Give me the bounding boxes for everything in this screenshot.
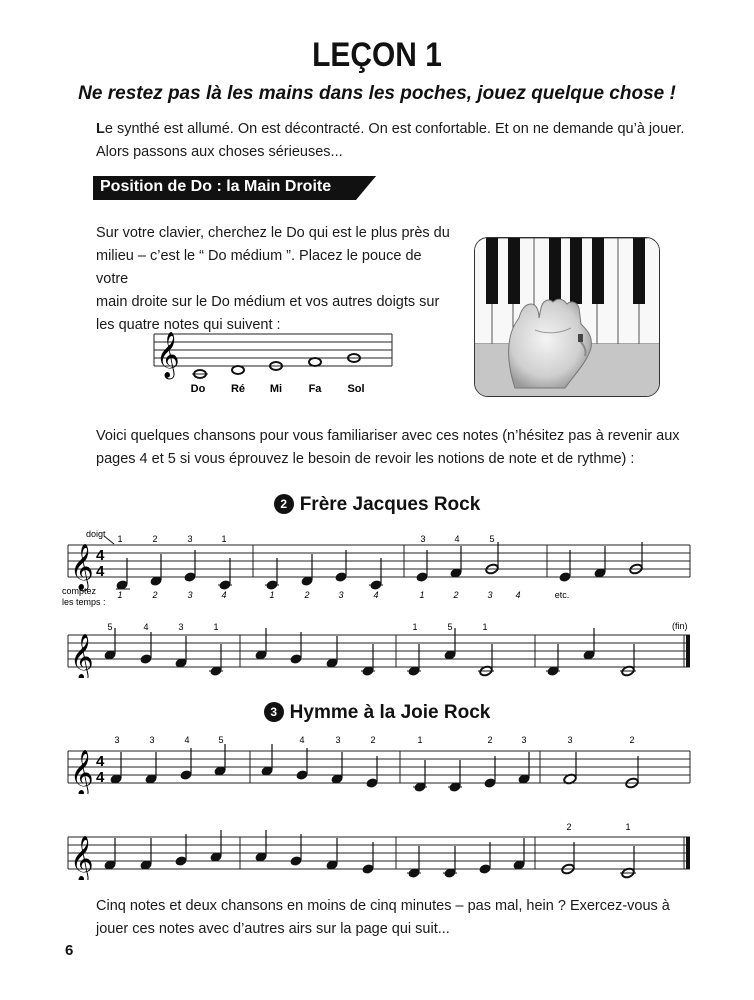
treble-clef-icon: 𝄞: [70, 635, 94, 678]
section-banner: [93, 176, 376, 200]
song2-staff-row-2: [60, 820, 700, 880]
finger-number: 5: [447, 622, 453, 632]
finger-number: 3: [335, 735, 341, 745]
time-sig-bottom: 4: [96, 769, 105, 786]
song-number-badge: 3: [264, 702, 284, 722]
final-barline: [686, 837, 690, 869]
finger-number: 1: [117, 534, 123, 544]
whole-note-re: [232, 366, 244, 374]
finger-number: 3: [567, 735, 573, 745]
note-name-do: Do: [190, 383, 206, 395]
finger-number: 5: [218, 735, 224, 745]
note-name-fa: Fa: [308, 383, 322, 395]
finger-number: 2: [629, 735, 635, 745]
count-number: 4: [373, 590, 379, 600]
song1-staff-row-2: [60, 618, 700, 678]
finger-number: 3: [187, 534, 193, 544]
songs-intro-paragraph: [96, 425, 696, 471]
intro-line-2: Alors passons aux choses sérieuses...: [96, 144, 343, 160]
intro-line-1: [96, 118, 696, 141]
finger-number: 1: [482, 622, 488, 632]
time-sig-top: 4: [96, 753, 105, 770]
count-number: 4: [221, 590, 227, 600]
finger-number: 5: [107, 622, 113, 632]
finger-number: 4: [143, 622, 149, 632]
count-number: 2: [453, 590, 459, 600]
finger-number: 2: [566, 822, 572, 832]
whole-note-fa: [309, 358, 321, 366]
finger-number: 4: [184, 735, 190, 745]
closing-paragraph: [96, 895, 696, 941]
count-number: 4: [515, 590, 521, 600]
song-title-hymme-a-la-joie: [0, 702, 754, 724]
intro-line-1-text: e synthé est allumé. On est décontracté. On est confortable. Et on ne demande qu’à jouer.: [104, 121, 685, 137]
finger-number: 2: [487, 735, 493, 745]
intro-paragraph: [96, 118, 696, 164]
song-title-text: Frère Jacques Rock: [299, 494, 481, 515]
fin-label: (fin): [672, 621, 688, 631]
songs-intro-line: pages 4 et 5 si vous éprouvez le besoin de revoir les notions de note et de rythme) :: [96, 451, 635, 467]
finger-number: 2: [152, 534, 158, 544]
closing-line: jouer ces notes avec d’autres airs sur la page qui suit...: [96, 921, 450, 937]
treble-clef-icon: 𝄞: [70, 837, 94, 880]
doigt-label: doigt: [86, 529, 106, 539]
count-number: 3: [187, 590, 193, 600]
finger-number: 3: [178, 622, 184, 632]
closing-line: Cinq notes et deux chansons en moins de cinq minutes – pas mal, hein ? Exercez-vous à: [96, 898, 670, 914]
position-paragraph: [96, 222, 456, 337]
doigt-arrow-icon: [104, 536, 114, 544]
songs-intro-line: Voici quelques chansons pour vous familiariser avec ces notes (n’hésitez pas à revenir aux: [96, 428, 680, 444]
finger-number: 1: [417, 735, 423, 745]
note-name-mi: Mi: [269, 383, 283, 395]
position-line: Sur votre clavier, cherchez le Do qui est le plus près du: [96, 225, 450, 241]
lesson-subtitle: Ne restez pas là les mains dans les poches, jouez quelque chose !: [78, 83, 676, 104]
finger-number: 4: [454, 534, 460, 544]
count-number: 3: [487, 590, 493, 600]
treble-clef-icon: 𝄞: [156, 333, 180, 377]
finger-number: 3: [420, 534, 426, 544]
hand-on-keyboard-photo: [474, 237, 660, 397]
finger-number: 4: [299, 735, 305, 745]
song1-staff-row-1: [60, 528, 700, 608]
finger-number: 1: [412, 622, 418, 632]
finger-number: 1: [625, 822, 631, 832]
whole-note-do: [192, 370, 208, 378]
finger-number: 2: [370, 735, 376, 745]
song-title-text: Hymme à la Joie Rock: [289, 702, 491, 723]
song-number-badge: 2: [274, 494, 294, 514]
finger-number: 3: [149, 735, 155, 745]
position-line: les quatre notes qui suivent :: [96, 317, 281, 333]
count-number: 2: [152, 590, 158, 600]
note-name-sol: Sol: [347, 383, 365, 395]
les-temps-label: les temps :: [62, 597, 106, 607]
treble-clef-icon: 𝄞: [70, 545, 94, 589]
position-line: main droite sur le Do médium et vos autres doigts sur: [96, 294, 440, 310]
song2-staff-row-1: [60, 734, 700, 794]
final-barline: [686, 635, 690, 667]
section-title: Position de Do : la Main Droite: [100, 178, 332, 195]
count-number: 3: [338, 590, 344, 600]
position-line: milieu – c’est le “ Do médium ”. Placez le pouce de votre: [96, 248, 422, 287]
count-number: 1: [419, 590, 425, 600]
note-name-re: Ré: [230, 383, 246, 395]
count-number: 2: [304, 590, 310, 600]
comptez-label: comptez: [62, 586, 97, 596]
page-number: 6: [65, 942, 74, 959]
finger-number: 1: [213, 622, 219, 632]
lesson-title: LEÇON 1: [312, 36, 442, 74]
time-sig-bottom: 4: [96, 563, 105, 580]
intro-lead-letter: L: [96, 121, 105, 137]
finger-number: 3: [114, 735, 120, 745]
etc-label: etc.: [554, 590, 570, 600]
count-number: 1: [269, 590, 275, 600]
c-position-staff: [150, 326, 395, 398]
treble-clef-icon: 𝄞: [70, 751, 94, 794]
finger-number: 1: [221, 534, 227, 544]
finger-number: 5: [489, 534, 495, 544]
finger-number: 3: [521, 735, 527, 745]
song-title-frere-jacques: [0, 494, 754, 516]
time-sig-top: 4: [96, 547, 105, 564]
count-number: 1: [117, 590, 123, 600]
